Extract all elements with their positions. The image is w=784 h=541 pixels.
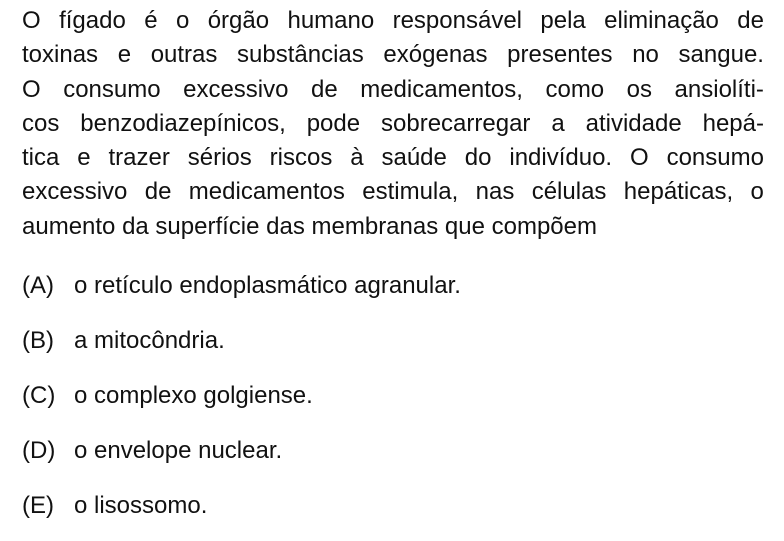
option-letter: (B): [22, 327, 54, 354]
stem-word: cos: [22, 109, 60, 137]
stem-word: excessivo: [22, 178, 128, 206]
option-text: o lisossomo.: [74, 492, 208, 519]
stem-line-7: aumento da superfície das membranas que compõem: [22, 212, 597, 240]
stem-word: humano: [287, 7, 375, 34]
stem-line-2: [22, 38, 764, 72]
option-text: a mitocôndria.: [74, 327, 225, 354]
stem-word: responsável: [392, 7, 523, 34]
stem-word: pela: [540, 7, 586, 34]
stem-word: à: [350, 144, 364, 172]
stem-word: de: [310, 75, 338, 103]
stem-word: sérios: [187, 144, 252, 172]
stem-word: presentes: [507, 41, 613, 69]
stem-word: o: [750, 178, 764, 206]
stem-word: de: [144, 178, 172, 206]
option-b[interactable]: [22, 321, 764, 376]
stem-word: células: [531, 178, 607, 206]
stem-line-1: [22, 4, 764, 38]
stem-word: toxinas: [22, 41, 99, 69]
stem-word: benzodiazepínicos,: [80, 109, 286, 137]
stem-word: fígado: [59, 7, 126, 34]
option-letter: (D): [22, 437, 56, 464]
option-a[interactable]: [22, 266, 764, 321]
stem-line-6: [22, 175, 764, 209]
stem-word: saúde: [381, 144, 447, 172]
stem-word: outras: [150, 41, 218, 69]
stem-word: os: [626, 75, 653, 103]
stem-word: atividade: [585, 109, 682, 137]
stem-word: o: [175, 7, 190, 34]
stem-word: medicamentos: [188, 178, 345, 206]
stem-word: trazer: [108, 144, 170, 172]
stem-word: estimula,: [362, 178, 459, 206]
stem-word: de: [737, 7, 764, 34]
option-text: o envelope nuclear.: [74, 437, 283, 464]
stem-word: é: [144, 7, 158, 34]
stem-line-3: [22, 73, 764, 107]
stem-word: no: [632, 41, 659, 69]
option-letter: (C): [22, 382, 56, 409]
stem-word: tica: [22, 144, 60, 172]
option-e[interactable]: [22, 486, 764, 541]
stem-line-4: [22, 107, 764, 141]
stem-word: medicamentos,: [360, 75, 523, 103]
stem-word: indivíduo.: [509, 144, 613, 172]
stem-word: hepá-: [702, 109, 764, 137]
stem-word: substâncias: [237, 41, 364, 69]
stem-word: exógenas: [383, 41, 488, 69]
option-c[interactable]: [22, 376, 764, 431]
answer-options: [22, 266, 764, 541]
stem-word: O: [22, 75, 41, 103]
stem-word: como: [545, 75, 605, 103]
stem-word: e: [77, 144, 91, 172]
stem-word: ansiolíti-: [674, 75, 764, 103]
stem-word: eliminação: [604, 7, 719, 34]
option-letter: (A): [22, 272, 54, 299]
stem-word: excessivo: [183, 75, 289, 103]
stem-word: órgão: [207, 7, 270, 34]
stem-word: consumo: [666, 144, 764, 172]
question-stem: [22, 4, 764, 244]
stem-word: sangue.: [678, 41, 764, 69]
stem-word: a: [551, 109, 565, 137]
stem-word: pode: [306, 109, 361, 137]
stem-word: sobrecarregar: [381, 109, 531, 137]
option-text: o retículo endoplasmático agranular.: [74, 272, 461, 299]
option-text: o complexo golgiense.: [74, 382, 313, 409]
stem-line-5: [22, 141, 764, 175]
stem-word: O: [22, 7, 41, 34]
stem-word: consumo: [63, 75, 161, 103]
stem-word: do: [464, 144, 492, 172]
stem-word: nas: [475, 178, 515, 206]
stem-word: e: [117, 41, 132, 69]
option-letter: (E): [22, 492, 54, 519]
stem-word: riscos: [269, 144, 333, 172]
stem-word: O: [630, 144, 649, 172]
option-d[interactable]: [22, 431, 764, 486]
stem-word: hepáticas,: [623, 178, 734, 206]
